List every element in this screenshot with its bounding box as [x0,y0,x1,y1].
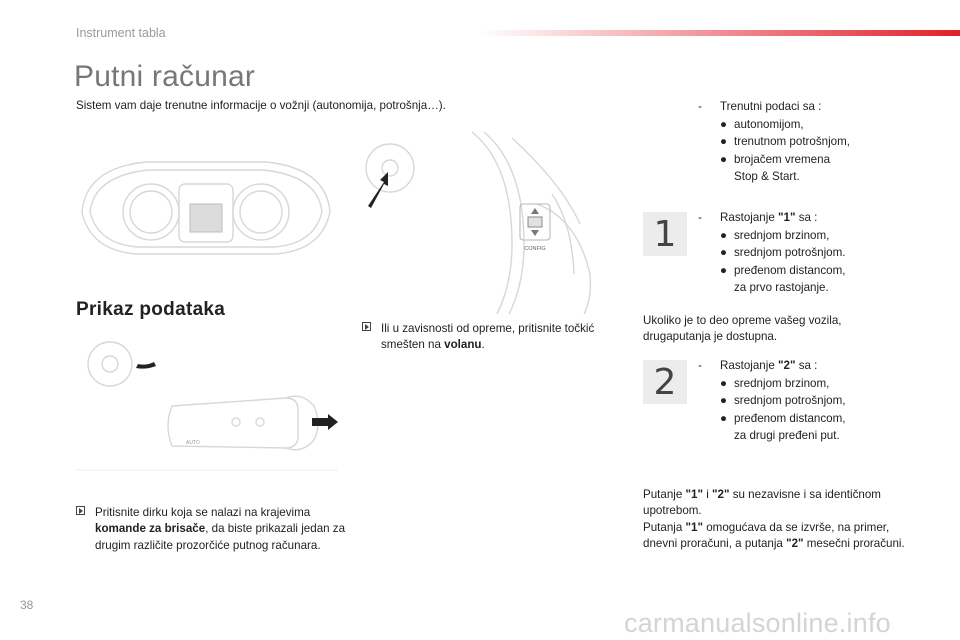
page-title: Putni računar [74,60,256,93]
list-item: ● srednjom potrošnjom, [720,394,846,407]
list-item: ● srednjom brzinom, [720,376,830,390]
list-item: ● autonomijom, [720,117,804,131]
pointer-arrow-icon [368,172,388,208]
arrow-bullet-icon [362,322,371,331]
page-number: 38 [20,598,34,612]
config-label: CONFIG [524,246,546,252]
list-item: ● brojačem vremena [720,152,831,166]
closing-note [643,487,908,553]
step-wiper-stalk: Pritisnite dirku koja se nalazi na krajevima komande za brisače, da biste prikazali jedan za drugim različite prozorčiće putnog računara. [76,505,346,554]
header-accent-bar [480,30,960,36]
list-item: ● trenutnom potrošnjom, [720,135,850,148]
current-data-list: - Trenutni podaci sa : ● autonomijom, ● trenutnom potrošnjom, ● brojačem vremena Stop & Start. [698,98,898,186]
section-subheading: Prikaz podataka [76,299,226,320]
trip-2-number-badge: 2 [643,360,687,404]
stalk-tip-arrow-icon [312,414,338,430]
closing-paragraph-2: Putanja "1" omogućava da se izvrše, na primer, dnevni proračuni, a putanja "2" mesečni proračuni. [643,520,905,551]
watermark: carmanualsonline.info [624,608,891,638]
wiper-stalk-illustration [76,336,338,472]
availability-note: Ukoliko je to deo opreme vašeg vozila, drugaputanja je dostupna. [643,314,842,344]
trip-2-list: - Rastojanje "2" sa : ● srednjom brzinom, ● srednjom potrošnjom, ● pređenom distancom, za drugi pređeni put. [698,357,898,445]
trip-1-list: - Rastojanje "1" sa : ● srednjom brzinom, ● srednjom potrošnjom. ● pređenom distancom, za prvo rastojanje. [698,209,898,297]
trip-1-number-badge: 1 [643,212,687,256]
steering-wheel-illustration [362,124,622,314]
list-item: ● srednjom brzinom, [720,228,830,242]
current-data-title: Trenutni podaci sa : [720,100,822,113]
list-item: ● pređenom distancom, [720,411,846,425]
arrow-bullet-icon [76,506,85,515]
step-steering-wheel: Ili u zavisnosti od opreme, pritisnite točkić smešten na volanu. [362,321,622,354]
section-label: Instrument tabla [76,26,166,40]
intro-text: Sistem vam daje trenutne informacije o vožnji (autonomija, potrošnja…). [76,99,446,112]
display-screen-highlight [190,204,222,232]
wiper-pointer-arrow-icon [136,362,156,369]
closing-paragraph-1: Putanje "1" i "2" su nezavisne i sa identičnom upotrebom. [643,488,881,518]
list-item: ● srednjom potrošnjom. [720,246,846,259]
instrument-cluster-illustration [76,150,336,260]
auto-label: AUTO [186,440,200,446]
list-item: ● pređenom distancom, [720,263,846,277]
